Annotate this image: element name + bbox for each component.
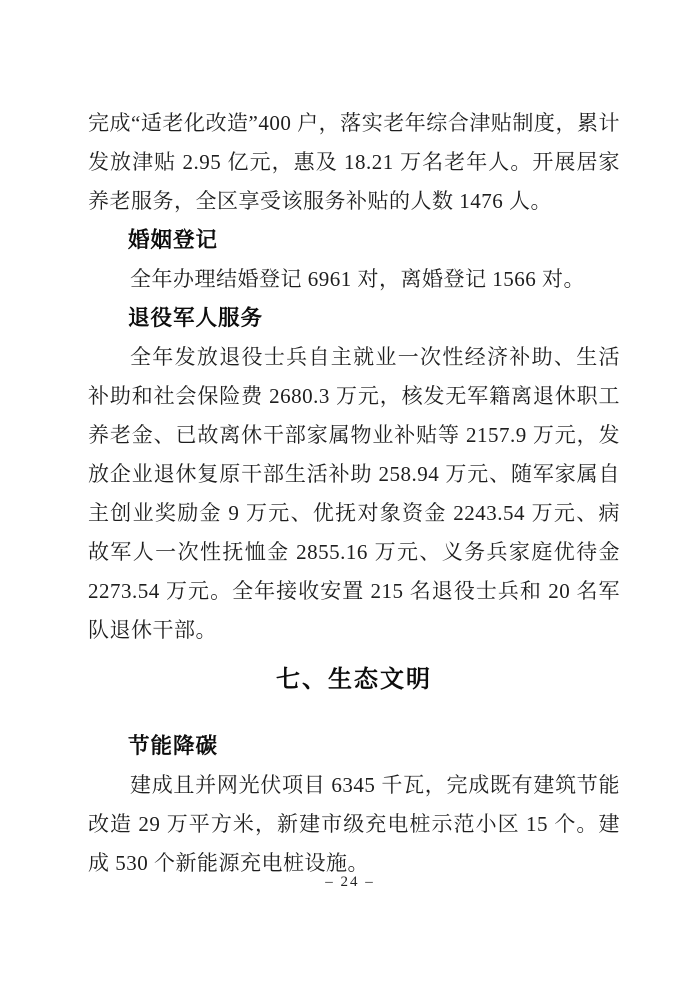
paragraph-marriage-registration: 全年办理结婚登记 6961 对，离婚登记 1566 对。 xyxy=(130,267,585,291)
subheading-veteran-services: 退役军人服务 xyxy=(128,306,264,330)
page-content xyxy=(88,104,620,883)
subheading-energy-saving: 节能降碳 xyxy=(128,734,219,758)
page-footer xyxy=(0,872,700,892)
page-number: – 24 – xyxy=(325,874,375,890)
subheading-marriage-registration: 婚姻登记 xyxy=(128,228,219,252)
paragraph-veteran-services: 全年发放退役士兵自主就业一次性经济补助、生活补助和社会保险费 2680.3 万元，核发无军籍离退休职工养老金、已故离休干部家属物业补贴等 2157.9 万元，发放企业退休复原干部生活补助 258.94 万元、随军家属自主创业奖励金 9 万元、优抚对象资金 2243.54 万元、病故军人一次性抚恤金 2855.16 万元、义务兵家庭优待金 2273.54 万元。全年接收安置 215 名退役士兵和 20 名军队退休干部。 xyxy=(88,345,620,642)
chapter-heading-ecological-civilization: 七、生态文明 xyxy=(276,666,432,693)
paragraph-elderly-care-continuation: 完成“适老化改造”400 户，落实老年综合津贴制度，累计发放津贴 2.95 亿元，惠及 18.21 万名老年人。开展居家养老服务，全区享受该服务补贴的人数 1476 人。 xyxy=(88,111,620,213)
paragraph-energy-saving: 建成且并网光伏项目 6345 千瓦，完成既有建筑节能改造 29 万平方米，新建市级充电桩示范小区 15 个。建成 530 个新能源充电桩设施。 xyxy=(88,773,620,875)
